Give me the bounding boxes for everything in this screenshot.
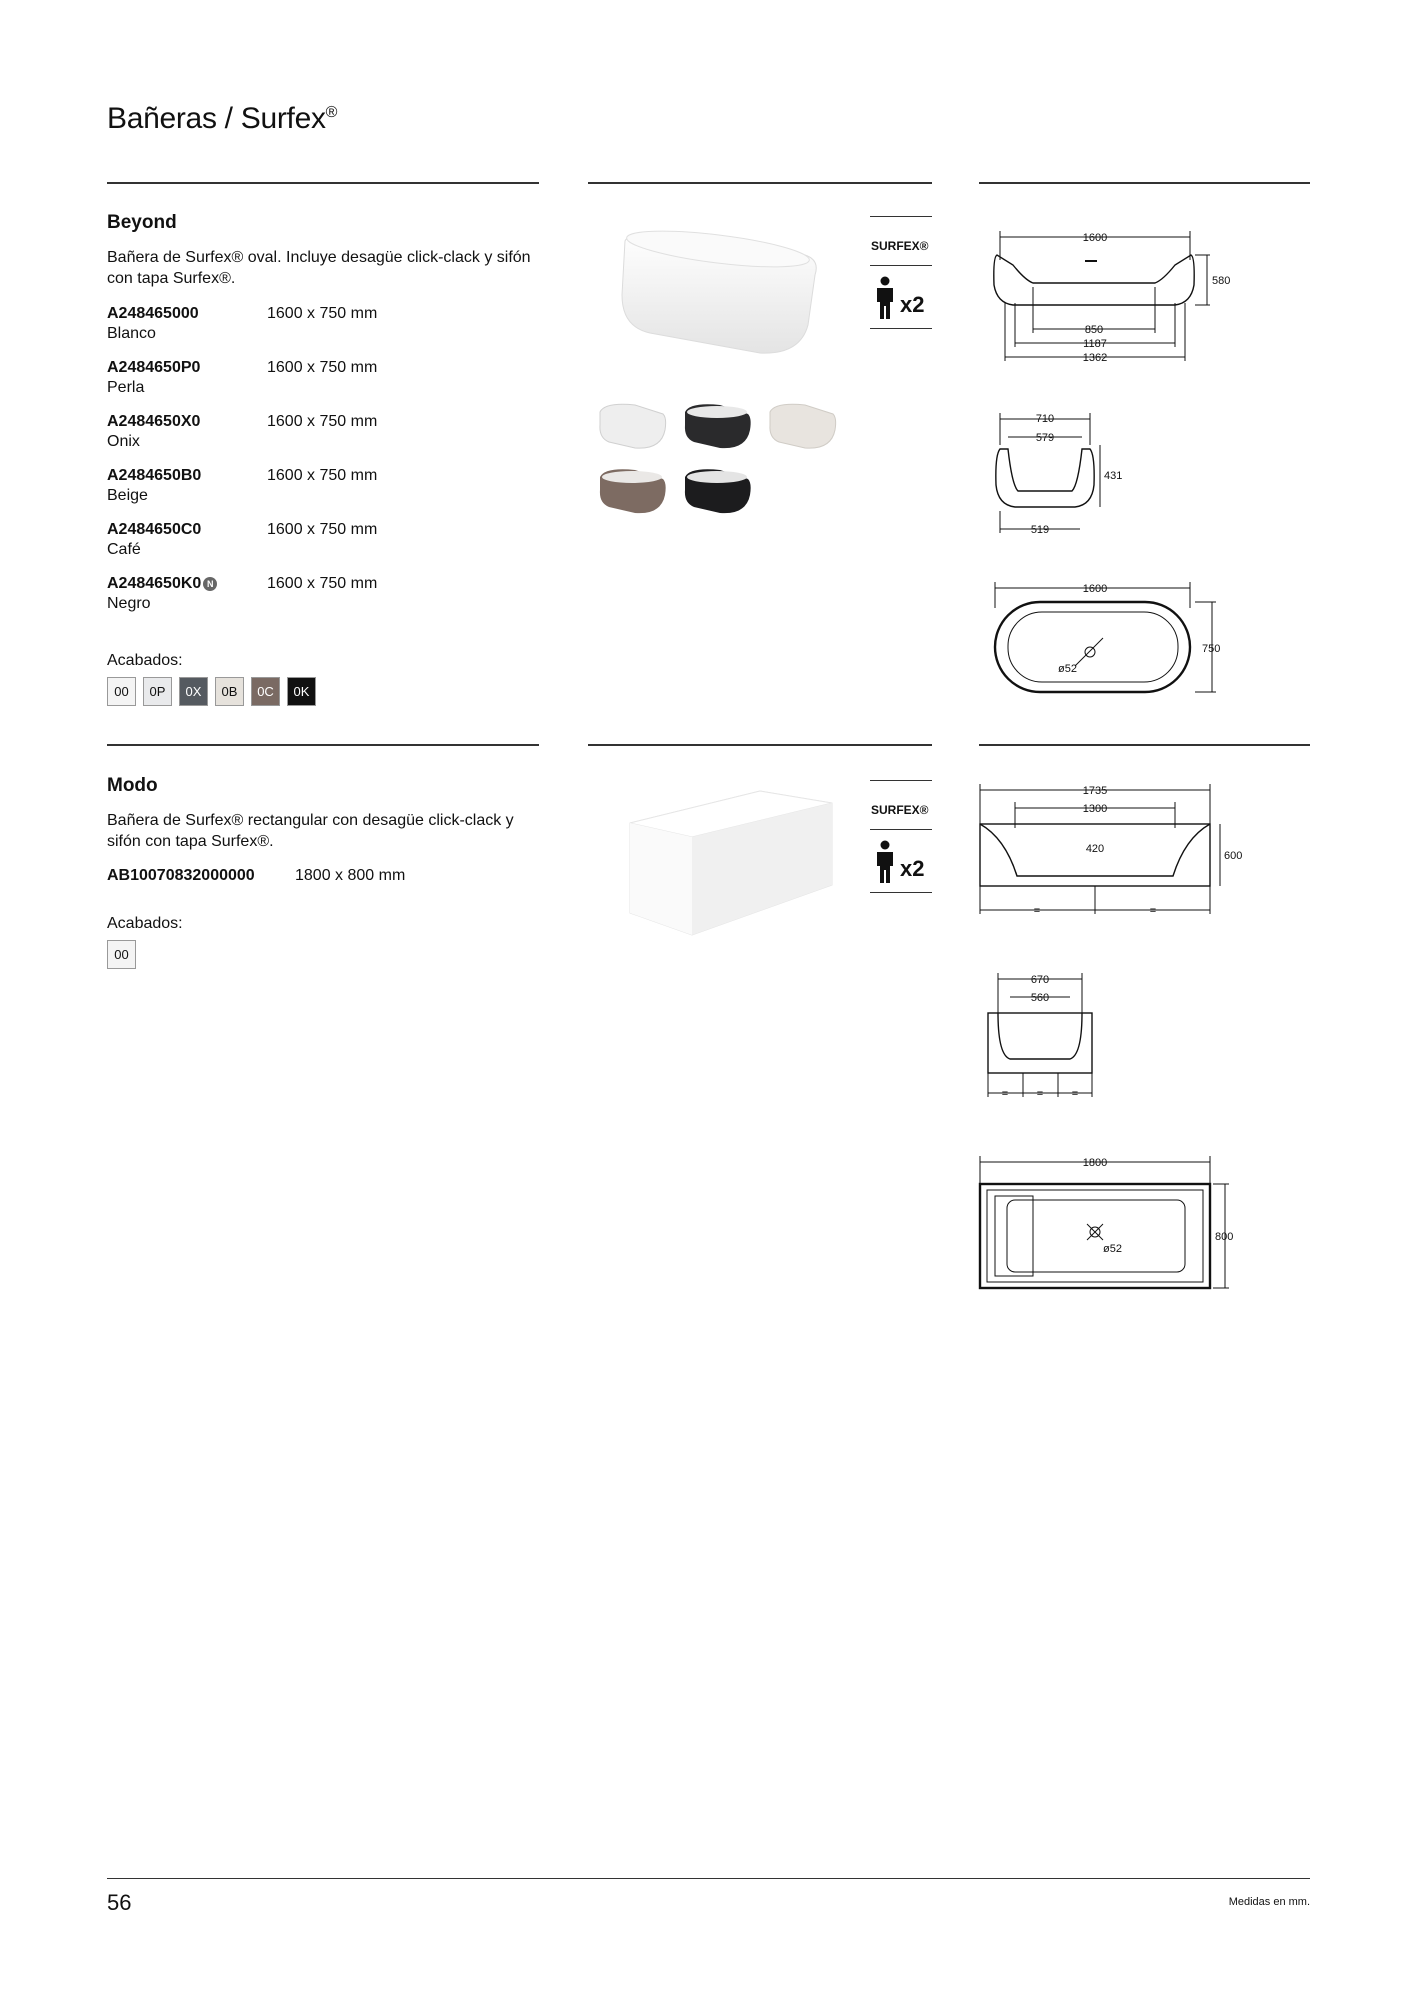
variant-row (107, 304, 377, 344)
material-badge (870, 216, 932, 329)
finish-swatch: 0C (251, 677, 280, 706)
thumbnail-cafe (600, 469, 666, 513)
finish-swatch: 0P (143, 677, 172, 706)
variant-color: Perla (107, 379, 145, 396)
bathtub-photo (620, 785, 840, 945)
drain-diameter: ø52 (1058, 663, 1077, 675)
variant-code: A2484650B0 (107, 467, 202, 484)
dim-inner-width: 560 (1030, 992, 1050, 1004)
product-name: Modo (107, 775, 158, 796)
thumbnail-white (600, 404, 666, 448)
thumbnail-black (685, 469, 751, 513)
dim-length: 1800 (1082, 1157, 1108, 1169)
variant-dims: 1600 x 750 mm (267, 305, 378, 322)
variant-row (107, 520, 377, 560)
person-icon (874, 276, 896, 320)
dim-length: 1600 (1082, 583, 1108, 595)
variant-code: A2484650P0 (107, 359, 201, 376)
variant-color: Negro (107, 595, 151, 612)
finish-swatch: 0B (215, 677, 244, 706)
surfex-label: SURFEX® (871, 803, 929, 817)
finish-swatch: 00 (107, 940, 136, 969)
variant-dims: 1600 x 750 mm (267, 521, 378, 538)
dim-inner-width: 579 (1035, 432, 1055, 444)
persons-count: x2 (900, 292, 925, 317)
divider (979, 744, 1310, 746)
person-icon (874, 840, 896, 884)
drain-diameter: ø52 (1103, 1243, 1122, 1255)
surfex-label: SURFEX® (871, 239, 929, 253)
variant-dims: 1600 x 750 mm (267, 359, 378, 376)
dim-width: 800 (1215, 1231, 1234, 1243)
page-title: Bañeras / Surfex® (107, 102, 338, 135)
technical-drawing-top (975, 1152, 1235, 1302)
dim-base-width: 519 (1030, 524, 1050, 536)
finish-swatch: 0K (287, 677, 316, 706)
dim-equal: = (1001, 1088, 1009, 1100)
variant-code: A2484650K0 (107, 575, 202, 592)
dim-height: 600 (1224, 850, 1243, 862)
dim-equal: = (1033, 905, 1041, 917)
technical-drawing-side (975, 780, 1243, 930)
page-number: 56 (107, 1890, 132, 1915)
technical-drawing-end (980, 965, 1110, 1115)
finish-swatch: 00 (107, 677, 136, 706)
variant-row (107, 466, 377, 506)
variant-color: Blanco (107, 325, 156, 342)
product-name: Beyond (107, 212, 177, 233)
dim-inner: 850 (1084, 324, 1104, 336)
variant-color: Beige (107, 487, 148, 504)
variant-row (107, 358, 377, 398)
product-description: Bañera de Surfex® oval. Incluye desagüe click-clack y sifón con tapa Surfex®. (107, 249, 531, 287)
units-note: Medidas en mm. (1228, 1896, 1310, 1908)
dim-equal: = (1149, 905, 1157, 917)
variant-dims: 1600 x 750 mm (267, 413, 378, 430)
dim-width: 750 (1202, 643, 1221, 655)
thumbnail-onix (685, 404, 751, 448)
technical-drawing-side (985, 225, 1231, 375)
variant-color: Onix (107, 433, 140, 450)
dim-equal: = (1071, 1088, 1079, 1100)
footer-divider (107, 1878, 1310, 1879)
dim-depth: 431 (1104, 470, 1123, 482)
dim-length: 1735 (1082, 785, 1108, 797)
variant-dims: 1600 x 750 mm (267, 575, 378, 592)
bathtub-photo (610, 215, 830, 365)
divider (588, 744, 932, 746)
dim-width: 710 (1035, 413, 1055, 425)
variant-row (107, 412, 377, 452)
variant-code: A248465000 (107, 305, 199, 322)
persons-count: x2 (900, 856, 925, 881)
dim-mid: 1187 (1083, 338, 1107, 350)
variant-dims: 1600 x 750 mm (267, 467, 378, 484)
dim-depth: 420 (1085, 843, 1105, 855)
variant-code: AB10070832000000 (107, 867, 255, 884)
dim-equal: = (1036, 1088, 1044, 1100)
dim-width: 670 (1030, 974, 1050, 986)
variant-color: Café (107, 541, 141, 558)
variant-dims: 1800 x 800 mm (295, 867, 406, 884)
divider (107, 182, 539, 184)
divider (107, 744, 539, 746)
dim-height: 580 (1212, 275, 1231, 287)
divider (588, 182, 932, 184)
new-badge-icon: N (203, 577, 217, 591)
variant-code: A2484650X0 (107, 413, 201, 430)
dim-length: 1600 (1082, 232, 1108, 244)
color-variants-photo (595, 400, 855, 530)
technical-drawing-top (990, 578, 1230, 698)
variant-row (107, 866, 405, 886)
dim-base: 1362 (1082, 352, 1108, 364)
divider (979, 182, 1310, 184)
material-badge (870, 780, 932, 893)
finish-swatch: 0X (179, 677, 208, 706)
variant-code: A2484650C0 (107, 521, 202, 538)
dim-inner: 1300 (1082, 803, 1108, 815)
product-description: Bañera de Surfex® rectangular con desagüe click-clack y sifón con tapa Surfex®. (107, 812, 514, 850)
finishes-label: Acabados: (107, 652, 183, 669)
variant-row (107, 574, 377, 614)
thumbnail-pearl (770, 404, 836, 448)
finishes-label: Acabados: (107, 915, 183, 932)
technical-drawing-end (990, 405, 1140, 545)
